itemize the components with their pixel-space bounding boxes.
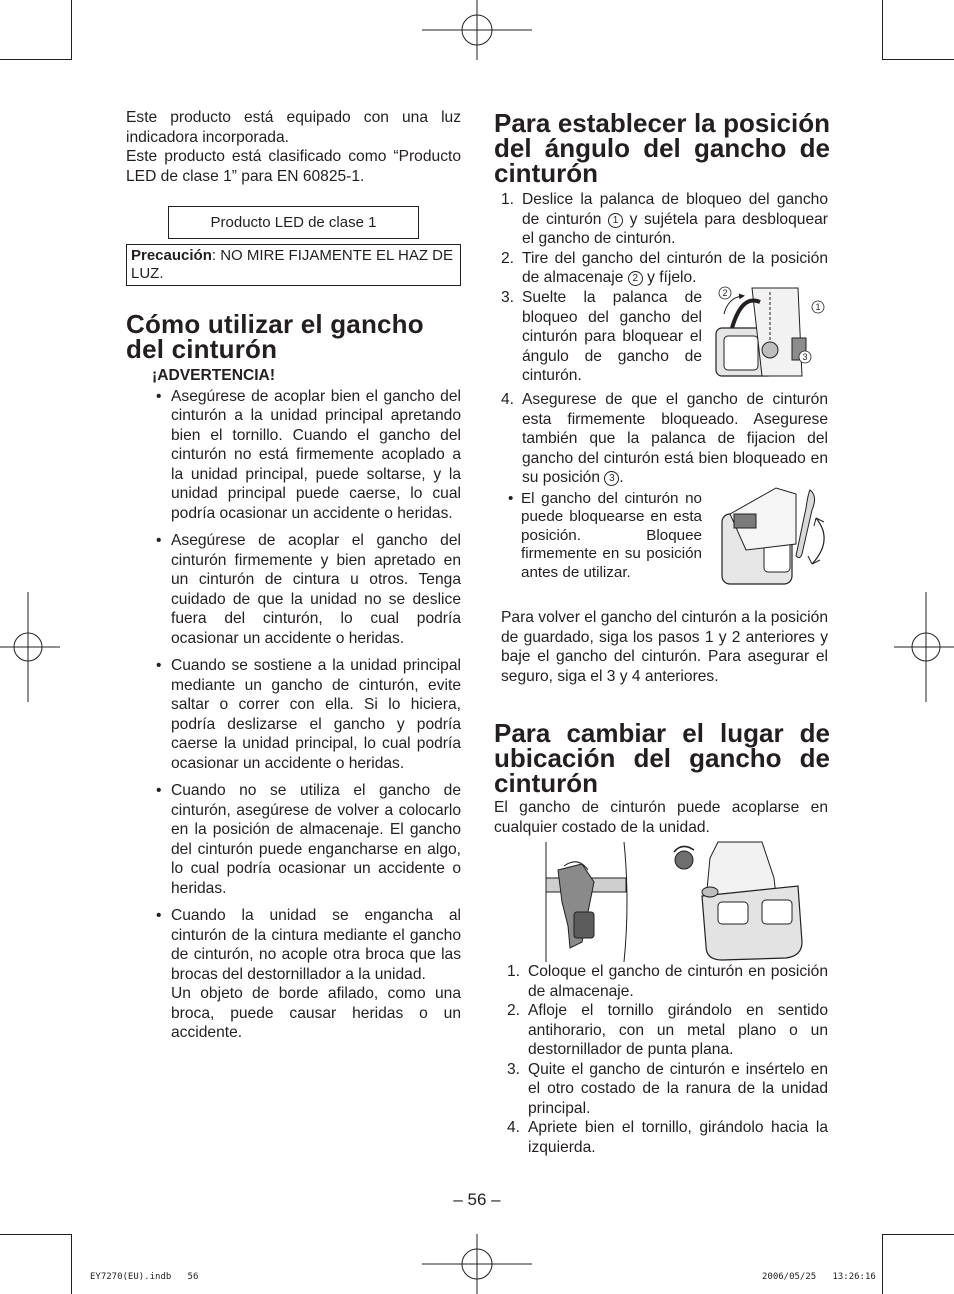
bullet-icon: • — [156, 532, 162, 549]
footer-file: EY7270(EU).indb 56 — [90, 1272, 199, 1282]
circled-number-2: 2 — [628, 271, 643, 286]
caution-text: : NO MIRE FIJAMENTE EL HAZ DE LUZ. — [131, 247, 454, 282]
intro-paragraph: Este producto está clasificado como “Producto LED de clase 1” para EN 60825-1. — [126, 148, 461, 185]
crop-mark — [71, 0, 72, 60]
page-number: – 56 – — [453, 1190, 501, 1209]
rotate-counterclockwise-icon — [674, 846, 694, 869]
bullet-icon: • — [508, 490, 514, 507]
angle-step: 2. Tire del gancho del cinturón de la posición de almacenaje 2 y fíjelo. — [501, 249, 828, 286]
change-step: 4. Apriete bien el tornillo, girándolo hacia la izquierda. — [507, 1119, 828, 1156]
section-title-change-location: Para cambiar el lugar de ubicación del gancho de cinturón — [494, 718, 830, 798]
change-step: 3. Quite el gancho de cinturón e insértelo en el otro costado de la ranura de la unidad principal. — [507, 1060, 828, 1117]
belt-worn-illustration — [538, 842, 634, 962]
warning-item: • Cuando no se utiliza el gancho de cinturón, asegúrese de volver a colocarlo en la posición de almacenaje. El gancho del cinturón puede engancharse en algo, lo cual podría ocasionar un accidente o heridas. — [156, 782, 461, 897]
angle-step: 4. Asegurese de que el gancho de cinturón esta firmemente bloqueado. Asegurese también que la palanca de fijacion del gancho del cinturón está bien bloqueado en su posición 3 . — [501, 391, 828, 486]
section-title-angle: Para establecer la posición del ángulo del gancho de cinturón — [494, 108, 830, 188]
intro-paragraph: Este producto está equipado con una luz indicadora incorporada. — [126, 109, 461, 146]
circled-number-3: 3 — [604, 471, 619, 486]
bullet-icon: • — [156, 907, 162, 924]
change-step: 1. Coloque el gancho de cinturón en posición de almacenaje. — [507, 963, 828, 1000]
registration-mark — [422, 0, 532, 60]
belt-hook-lever-illustration — [712, 284, 830, 380]
figure-label-1: 1 — [815, 302, 821, 312]
angle-step: 3. Suelte la palanca de bloqueo del gancho del cinturón para bloquear el ángulo de gancho de cinturón. — [501, 289, 702, 384]
crop-mark — [71, 1234, 72, 1294]
intro-text — [126, 108, 461, 186]
belt-hook-screw-illustration — [666, 838, 810, 964]
figure-label-3: 3 — [802, 352, 808, 362]
crop-mark — [882, 1234, 954, 1235]
caution-label: Precaución — [131, 247, 212, 264]
warning-item: • Cuando se sostiene a la unidad principal mediante un gancho de cinturón, evite saltar o correr con ella. Si lo hiciera, podría deslizarse el gancho y podría caerse la unidad principal, lo cual podría ocasionar un accidente o heridas. — [156, 657, 461, 772]
bullet-icon: • — [156, 387, 162, 405]
crop-mark — [0, 1234, 72, 1235]
footer-date: 2006/05/25 13:26:16 — [762, 1272, 876, 1282]
crop-mark — [882, 0, 883, 60]
circled-number-1: 1 — [608, 213, 623, 228]
belt-hook-locked-illustration — [716, 484, 830, 588]
crop-mark — [0, 59, 72, 60]
led-class-label: Producto LED de clase 1 — [210, 214, 377, 231]
angle-step-4 — [494, 390, 828, 488]
change-intro: El gancho de cinturón puede acoplarse en cualquier costado de la unidad. — [494, 799, 828, 836]
bullet-icon: • — [156, 782, 162, 799]
warning-extra: Un objeto de borde afilado, como una broca, puede causar heridas o un accidente. — [171, 985, 461, 1041]
registration-mark — [894, 592, 954, 702]
warning-item: • Asegúrese de acoplar el gancho del cinturón firmemente y bien apretado en un cinturón de cintura u otros. Tenga cuidado de que la unidad no se deslice fuera del cinturón, lo cual podría ocasionar un accidente o heridas. — [156, 532, 461, 647]
angle-steps — [494, 190, 828, 288]
change-step: 2. Afloje el tornillo girándolo en sentido antihorario, con un metal plano o un destornillador de punta plana. — [507, 1002, 828, 1058]
registration-mark — [422, 1234, 532, 1294]
bullet-icon: • — [156, 657, 162, 674]
registration-mark — [0, 592, 60, 702]
warning-item: • Cuando la unidad se engancha al cinturón de la cintura mediante el gancho de cinturón, no acople otra broca que las brocas del destornillador a la unidad. — [156, 907, 461, 983]
angle-step: 1. Deslice la palanca de bloqueo del gancho de cinturón 1 y sujétela para desbloquear el gancho de cinturón. — [501, 191, 828, 247]
caution-box — [126, 244, 461, 286]
warning-list — [152, 387, 461, 985]
section-title-how-to-use: Cómo utilizar el gancho del cinturón — [126, 309, 424, 364]
warning-item: • Asegúrese de acoplar bien el gancho del cinturón a la unidad principal apretando bien el tornillo. Cuando el gancho del cinturón no está firmemente acoplado a la unidad principal, puede soltarse, y la unidad principal puede caerse, lo cual podría ocasionar un accidente o heridas. — [156, 387, 461, 522]
return-paragraph: Para volver el gancho del cinturón a la posición de guardado, siga los pasos 1 y 2 anteriores y baje el gancho del cinturón. Para asegurar el seguro, siga el 3 y 4 anteriores. — [501, 609, 828, 685]
figure-label-2: 2 — [722, 288, 728, 298]
angle-steps-1-2 — [494, 190, 828, 288]
crop-mark — [882, 59, 954, 60]
led-class-box — [168, 206, 419, 239]
angle-note: • El gancho del cinturón no puede bloquearse en esta posición. Bloquee firmemente en su posición antes de utilizar. — [508, 490, 702, 581]
warning-heading: ¡ADVERTENCIA! — [152, 367, 276, 384]
warning-block — [152, 366, 461, 1043]
angle-step-3 — [494, 288, 702, 386]
crop-mark — [882, 1234, 883, 1294]
change-steps — [500, 962, 828, 1157]
